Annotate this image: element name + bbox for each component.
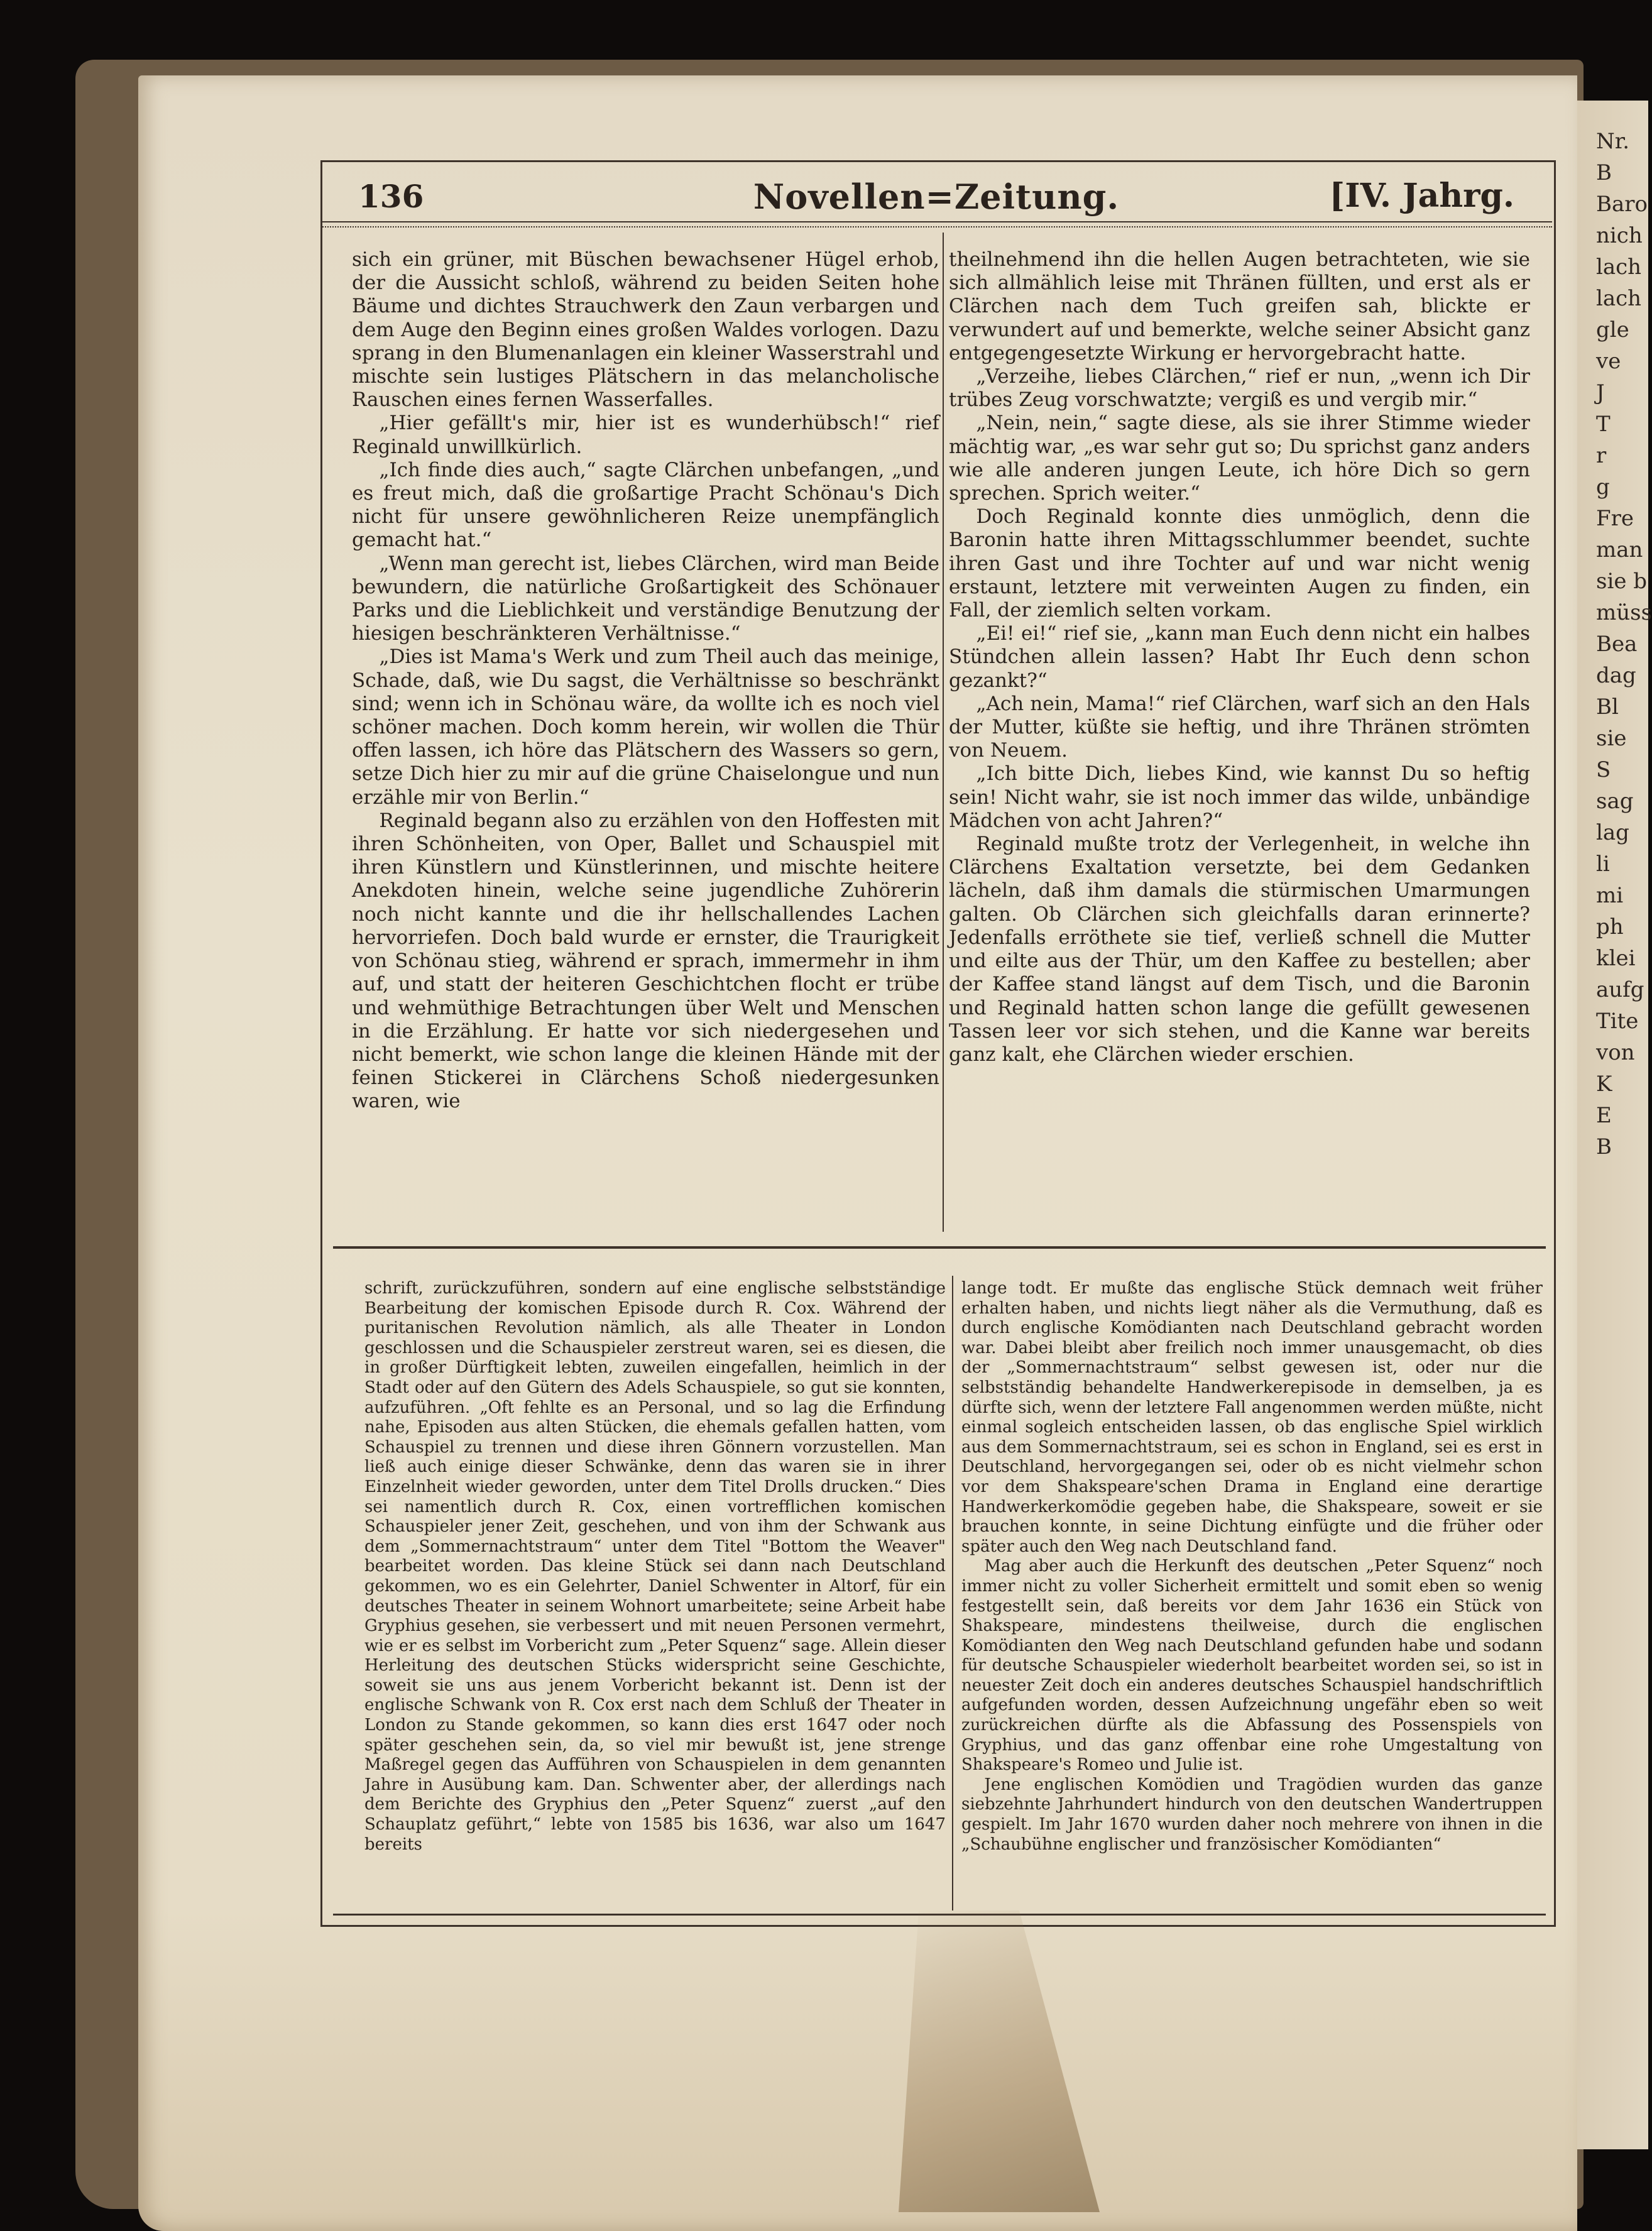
paragraph: schrift, zurückzuführen, sondern auf eine englische selbstständige Bearbeitung der komischen Episode durch R. Cox. Während der puritanischen Revolution nämlich, als alle Theater in London geschlossen und die Schauspieler zerstreut waren, sei es diesen, die in großer Dürftigkeit lebten, zuweilen eingefallen, heimlich in der Stadt oder auf den Gütern des Adels Schauspiele, so gut sie konnten, aufzuführen. „Oft fehlte es an Personal, und so lag die Erfindung nahe, Episoden aus alten Stücken, die ehemals gefallen hatten, vom Schauspiel zu trennen und diese ihren Gönnern vorzustellen. Man ließ auch einige dieser Schwänke, denn das waren sie in ihrer Einzelnheit wieder geworden, unter dem Titel Drolls drucken.“ Dies sei namentlich durch R. Cox, einen vortrefflichen komischen Schauspieler jener Zeit, geschehen, und von ihm der Schwank aus dem „Sommernachtstraum“ unter dem Titel "Bottom the Weaver" bearbeitet worden. Das kleine Stück sei dann nach Deutschland gekommen, wo es ein Gelehrter, Daniel Schwenter in Altorf, für ein deutsches Theater in seinem Wohnort umarbeitete; seine Arbeit habe Gryphius gesehen, sie verbessert und mit neuen Personen vermehrt, wie er es selbst im Vorbericht zum „Peter Squenz“ sage. Allein dieser Herleitung des deutschen Stücks widerspricht seine Geschichte, soweit sie uns aus jenem Vorbericht bekannt ist. Denn ist der englische Schwank von R. Cox erst nach dem Schluß der Theater in London zu Stande gekommen, so kann dies erst 1647 oder noch später geschehen sein, da, so viel mir bewußt ist, jene strenge Maßregel gegen das Aufführen von Schauspielen in dem genannten Jahre in Ausübung kam. Dan. Schwenter aber, der allerdings nach dem Berichte des Gryphius den „Peter Squenz“ zuerst „auf den Schauplatz geführt,“ lebte von 1585 bis 1636, war also um 1647 bereits (364, 1279, 946, 1854)
page-header (320, 160, 1552, 223)
paragraph: Mag aber auch die Herkunft des deutschen „Peter Squenz“ noch immer nicht zu voller Sicherheit ermittelt und somit eben so wenig festgestellt sein, daß bereits vor dem Jahr 1636 ein Stück von Shakspeare, mindestens theilweise, durch die englischen Komödianten den Weg nach Deutschland gefunden habe und sodann für deutsche Schauspieler wiederholt bearbeitet worden sei, so ist in neuester Zeit doch ein anderes deutsches Schauspiel handschriftlich aufgefunden worden, dessen Aufzeichnung ungefähr eben so weit zurückreichen dürfte als die Abfassung des Possenspiels von Gryphius, und das ganz offenbar eine rohe Umgestaltung von Shakspeare's Romeo und Julie ist. (961, 1557, 1543, 1775)
adjacent-fragment: aufg (1596, 977, 1644, 1002)
adjacent-fragment: man (1596, 537, 1643, 562)
adjacent-fragment: sie (1596, 726, 1627, 751)
adjacent-fragment: K (1596, 1072, 1612, 1097)
paragraph: sich ein grüner, mit Büschen bewachsener Hügel erhob, der die Aussicht schloß, während zu beiden Seiten hohe Bäume und dichtes Strauchwerk den Zaun verbargen und dem Auge den Beginn eines großen Waldes vorlogen. Dazu sprang in den Blumenanlagen ein kleiner Wasserstrahl und mischte sein lustiges Plätschern in das melancholische Rauschen eines fernen Wasserfalles. (352, 248, 939, 412)
footnote-divider (952, 1276, 953, 1910)
adjacent-fragment: ve (1596, 349, 1621, 374)
paragraph: Jene englischen Komödien und Tragödien wurden das ganze siebzehnte Jahrhundert hindurch von den deutschen Wandertruppen gespielt. Im Jahr 1670 wurden daher noch mehrere von ihnen in die „Schaubühne englischer und französischer Komödianten“ (961, 1775, 1543, 1854)
paragraph: „Ei! ei!“ rief sie, „kann man Euch denn nicht ein halbes Stündchen allein lassen? Habt Ihr Euch denn schon gezankt?“ (949, 622, 1530, 692)
footnote-column-right (961, 1279, 1543, 1914)
page-number: 136 (358, 178, 424, 215)
paragraph: „Ach nein, Mama!“ rief Clärchen, warf sich an den Hals der Mutter, küßte sie heftig, und ihre Thränen strömten von Neuem. (949, 692, 1530, 762)
column-divider (943, 233, 944, 1232)
adjacent-fragment: nich (1596, 223, 1643, 248)
adjacent-fragment: lach (1596, 255, 1642, 280)
adjacent-fragment: J (1596, 380, 1605, 405)
adjacent-fragment: Bea (1596, 632, 1638, 657)
adjacent-fragment: ph (1596, 914, 1624, 940)
adjacent-fragment: T (1596, 412, 1611, 437)
paragraph: „Ich finde dies auch,“ sagte Clärchen unbefangen, „und es freut mich, daß die großartige Pracht Schönau's Dich nicht für unsere gewöhnlicheren Reize unempfänglich gemacht hat.“ (352, 458, 939, 552)
header-rule (320, 221, 1552, 227)
paragraph: lange todt. Er mußte das englische Stück demnach weit früher erhalten haben, und nichts liegt näher als die Vermuthung, daß es durch englische Komödianten nach Deutschland gebracht worden war. Dabei bleibt aber freilich noch immer unausgemacht, ob dies der „Sommernachtstraum“ selbst gewesen ist, oder nur die selbstständig behandelte Handwerkerepisode in demselben, ja es dürfte sich, wenn der letztere Fall angenommen werden müßte, nicht einmal sogleich entscheiden lassen, ob das englische Spiel wirklich aus dem Sommernachtstraum, sei es schon in England, sei es erst in Deutschland, hervorgegangen sei, oder ob es nicht vielmehr schon vor dem Shakspeare'schen Drama in England eine derartige Handwerkerkomödie gegeben habe, die Shakspeare, soweit er sie brauchen konnte, in seine Dichtung einfügte und die früher oder später auch den Weg nach Deutschland fand. (961, 1279, 1543, 1556)
adjacent-fragment: B (1596, 160, 1612, 185)
footnote-rule (333, 1246, 1546, 1249)
adjacent-fragment: S (1596, 757, 1611, 782)
adjacent-fragment: dag (1596, 663, 1636, 688)
adjacent-fragment: lag (1596, 820, 1629, 845)
adjacent-fragment: Bl (1596, 694, 1619, 720)
adjacent-fragment: g (1596, 474, 1610, 500)
paragraph: Doch Reginald konnte dies unmöglich, denn die Baronin hatte ihren Mittagsschlummer beendet, suchte ihren Gast und ihre Tochter auf und war nicht wenig erstaunt, letztere mit verweinten Augen zu finden, ein Fall, der ziemlich selten vorkam. (949, 505, 1530, 622)
adjacent-fragment: Fre (1596, 506, 1634, 531)
adjacent-fragment: müss (1596, 600, 1652, 625)
adjacent-fragment: li (1596, 852, 1610, 877)
adjacent-fragment: Baro (1596, 192, 1648, 217)
paragraph: „Verzeihe, liebes Clärchen,“ rief er nun, „wenn ich Dir trübes Zeug vorschwatzte; vergiß es und vergib mir.“ (949, 365, 1530, 412)
footnote-column-left (364, 1279, 946, 1914)
volume-label: [IV. Jahrg. (1329, 177, 1514, 215)
journal-title: Novellen=Zeitung. (753, 177, 1120, 217)
paragraph: „Ich bitte Dich, liebes Kind, wie kannst Du so heftig sein! Nicht wahr, sie ist noch immer das wilde, unbändige Mädchen von acht Jahren?“ (949, 762, 1530, 832)
adjacent-fragment: von (1596, 1040, 1635, 1065)
adjacent-fragment: B (1596, 1134, 1612, 1159)
text-column-right (949, 248, 1530, 1078)
adjacent-fragment: klei (1596, 946, 1636, 971)
adjacent-fragment: mi (1596, 883, 1624, 908)
paragraph: „Dies ist Mama's Werk und zum Theil auch das meinige, Schade, daß, wie Du sagst, die Verhältnisse so beschränkt sind; wenn ich in Schönau wäre, da wollte ich es noch viel schöner machen. Doch komm herein, wir wollen die Thür offen lassen, ich höre das Plätschern des Wassers so gern, setze Dich hier zu mir auf die grüne Chaiselongue und nun erzähle mir von Berlin.“ (352, 645, 939, 809)
adjacent-page-text (1596, 126, 1652, 1163)
paragraph: theilnehmend ihn die hellen Augen betrachteten, wie sie sich allmählich leise mit Thränen füllten, und erst als er Clärchen nach dem Tuch greifen sah, blickte er verwundert auf und bemerkte, welche seiner Absicht ganz entgegengesetzte Wirkung er hervorgebracht hatte. (949, 248, 1530, 365)
paragraph: „Nein, nein,“ sagte diese, als sie ihrer Stimme wieder mächtig war, „es war sehr gut so; Du sprichst ganz anders wie alle anderen jungen Leute, ich höre Dich so gern sprechen. Sprich weiter.“ (949, 412, 1530, 505)
paragraph: Reginald mußte trotz der Verlegenheit, in welche ihn Clärchens Exaltation versetzte, bei dem Gedanken lächeln, daß ihm damals die stürmischen Umarmungen galten. Ob Clärchen sich gleichfalls daran erinnerte? Jedenfalls erröthete sie tief, verließ schnell die Mutter und eilte aus der Thür, um den Kaffee zu bestellen; aber der Kaffee stand längst auf dem Tisch, und die Baronin und Reginald hatten schon lange die gefüllt gewesenen Tassen leer vor sich stehen, und die Kanne war bereits ganz kalt, ehe Clärchen wieder erschien. (949, 833, 1530, 1066)
adjacent-fragment: r (1596, 443, 1607, 468)
paragraph: „Wenn man gerecht ist, liebes Clärchen, wird man Beide bewundern, die natürliche Großartigkeit des Schönauer Parks und die Lieblichkeit und verständige Benutzung der hiesigen beschränkteren Verhältnisse.“ (352, 552, 939, 645)
adjacent-fragment: sag (1596, 789, 1634, 814)
adjacent-fragment: sie b (1596, 569, 1648, 594)
paragraph: „Hier gefällt's mir, hier ist es wunderhübsch!“ rief Reginald unwillkürlich. (352, 412, 939, 458)
text-column-left (352, 248, 939, 1229)
adjacent-fragment: E (1596, 1103, 1612, 1128)
adjacent-fragment: Nr. (1596, 129, 1630, 154)
paragraph: Reginald begann also zu erzählen von den Hoffesten mit ihren Schönheiten, von Oper, Ballet und Schauspiel mit ihren Künstlern und Künstlerinnen, und mischte heitere Anekdoten hinein, welche seine jugendliche Zuhörerin noch nicht kannte und die ihr hellschallendes Lachen hervorriefen. Doch bald wurde er ernster, die Traurigkeit von Schönau stieg, während er sprach, immermehr in ihm auf, und statt der heiteren Geschichtchen flocht er trübe und wehmüthige Betrachtungen über Welt und Menschen in die Erzählung. Er hatte vor sich niedergesehen und nicht bemerkt, wie schon lange die kleinen Hände mit der feinen Stickerei in Clärchens Schoß niedergesunken waren, wie (352, 809, 939, 1113)
adjacent-fragment: Tite (1596, 1009, 1639, 1034)
adjacent-fragment: lach (1596, 286, 1642, 311)
adjacent-fragment: gle (1596, 317, 1629, 343)
